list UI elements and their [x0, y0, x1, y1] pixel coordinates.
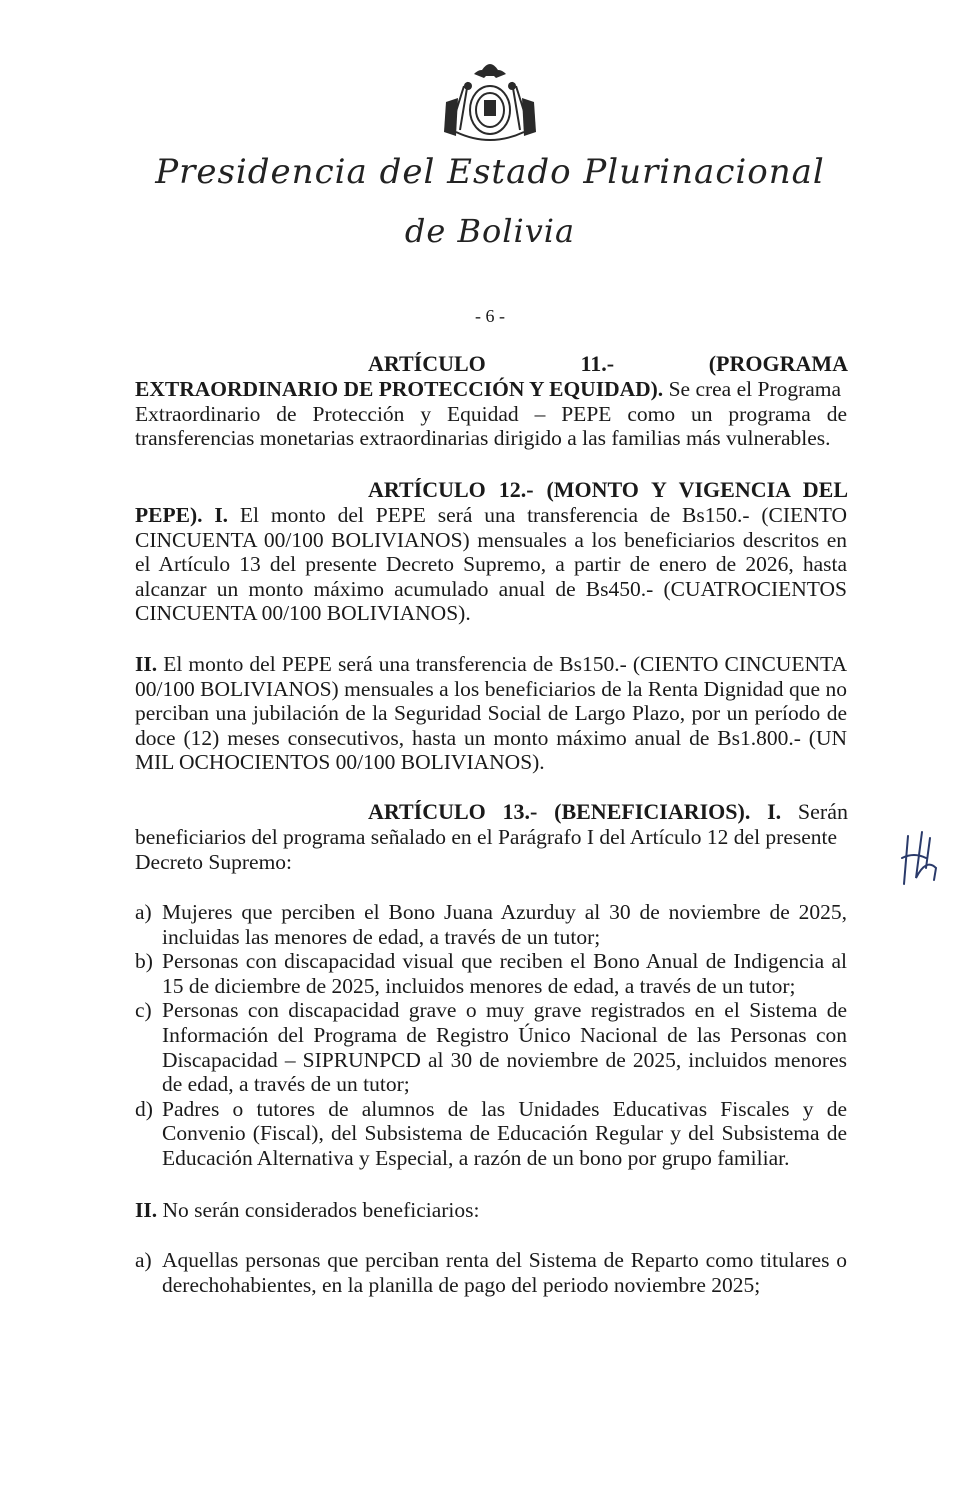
article-11-body — [135, 377, 847, 451]
article-11-text-start: Se crea el Programa — [663, 377, 842, 401]
article-12-paragraph-II-label: II. — [135, 652, 158, 676]
article-12-title: PEPE). I. — [135, 503, 229, 527]
list-item — [135, 1248, 847, 1297]
list-item-text: Personas con discapacidad visual que reciben el Bono Anual de Indigencia al 15 de diciembre de 2025, incluidos menores de edad, a través de un tutor; — [162, 949, 847, 998]
list-item-text: Mujeres que perciben el Bono Juana Azurduy al 30 de noviembre de 2025, incluidas las menores de edad, a través de un tutor; — [162, 900, 847, 949]
article-13-paragraph-II-text: No serán considerados beneficiarios: — [157, 1198, 480, 1222]
article-12-heading: ARTÍCULO 12.- (MONTO Y VIGENCIA DEL — [368, 477, 848, 502]
article-11-head-word: ARTÍCULO — [368, 351, 486, 376]
list-item-marker: d) — [135, 1096, 153, 1121]
article-13-paragraph-II — [135, 1198, 847, 1223]
list-item-text: Personas con discapacidad grave o muy grave registrados en el Sistema de Información del Programa de Registro Único Nacional de las Personas con Discapacidad – SIPRUNPCD al 30 de noviembre de 2025, incluidos menores de edad, a través de un tutor; — [162, 998, 847, 1097]
article-12-paragraph-II — [135, 652, 847, 775]
article-13-paragraph-II-label: II. — [135, 1198, 158, 1222]
article-11-title: EXTRAORDINARIO DE PROTECCIÓN Y EQUIDAD). — [135, 377, 664, 401]
article-11-head-number: 11.- — [580, 351, 615, 376]
article-12-paragraph-I-text: El monto del PEPE será una transferencia de Bs150.- (CIENTO CINCUENTA 00/100 BOLIVIANOS) mensuales a los beneficiarios descritos en el Artículo 13 del presente Decreto Supremo, a partir de enero de 2026, hasta alcanzar un monto máximo acumulado anual de Bs450.- (CUATROCIENTOS CINCUENTA 00/100 BOLIVIANOS). — [135, 503, 847, 626]
beneficiaries-list — [135, 900, 847, 1171]
article-11-line2: Extraordinario de Protección y Equidad – PEPE como un programa de — [135, 401, 847, 426]
handwritten-initials — [896, 828, 944, 888]
list-item-marker: b) — [135, 949, 153, 974]
page-number: - 6 - — [475, 306, 505, 326]
article-12-paragraph-I — [135, 503, 847, 626]
letterhead-subtitle: de Bolivia — [404, 212, 576, 250]
article-11-heading — [368, 352, 848, 377]
letterhead-title: Presidencia del Estado Plurinacional — [155, 152, 825, 192]
list-item — [135, 998, 847, 1096]
non-beneficiaries-list — [135, 1248, 847, 1297]
coat-of-arms-seal — [438, 52, 542, 152]
article-11-head-title-start: (PROGRAMA — [708, 351, 848, 376]
list-item — [135, 1097, 847, 1171]
article-11-line3: transferencias monetarias extraordinarias dirigido a las familias más vulnerables. — [135, 426, 831, 451]
list-item-text: Padres o tutores de alumnos de las Unidades Educativas Fiscales y de Convenio (Fiscal), del Subsistema de Educación Regular y del Subsistema de Educación Alternativa y Especial, a razón de un bono por grupo familiar. — [162, 1096, 847, 1170]
article-13-heading — [368, 800, 848, 825]
list-item — [135, 900, 847, 949]
article-12-paragraph-II-text: El monto del PEPE será una transferencia de Bs150.- (CIENTO CINCUENTA 00/100 BOLIVIANOS) mensuales a los beneficiarios de la Renta Dignidad que no perciban una jubilación de la Seguridad Social de Largo Plazo, por un período de doce (12) meses consecutivos, hasta un monto máximo anual de Bs1.800.- (UN MIL OCHOCIENTOS 00/100 BOLIVIANOS). — [135, 652, 847, 775]
article-13-title-rest: Serán — [781, 799, 849, 824]
list-item — [135, 949, 847, 998]
list-item-text: Aquellas personas que perciban renta del Sistema de Reparto como titulares o derechohabientes, en la planilla de pago del periodo noviembre 2025; — [162, 1248, 847, 1297]
article-13-title: ARTÍCULO 13.- (BENEFICIARIOS). I. — [368, 799, 782, 824]
list-item-marker: a) — [135, 900, 152, 924]
article-13-intro: beneficiarios del programa señalado en el Parágrafo I del Artículo 12 del presente Decreto Supremo: — [135, 825, 838, 874]
list-item-marker: c) — [135, 998, 152, 1023]
list-item-marker: a) — [135, 1248, 152, 1272]
